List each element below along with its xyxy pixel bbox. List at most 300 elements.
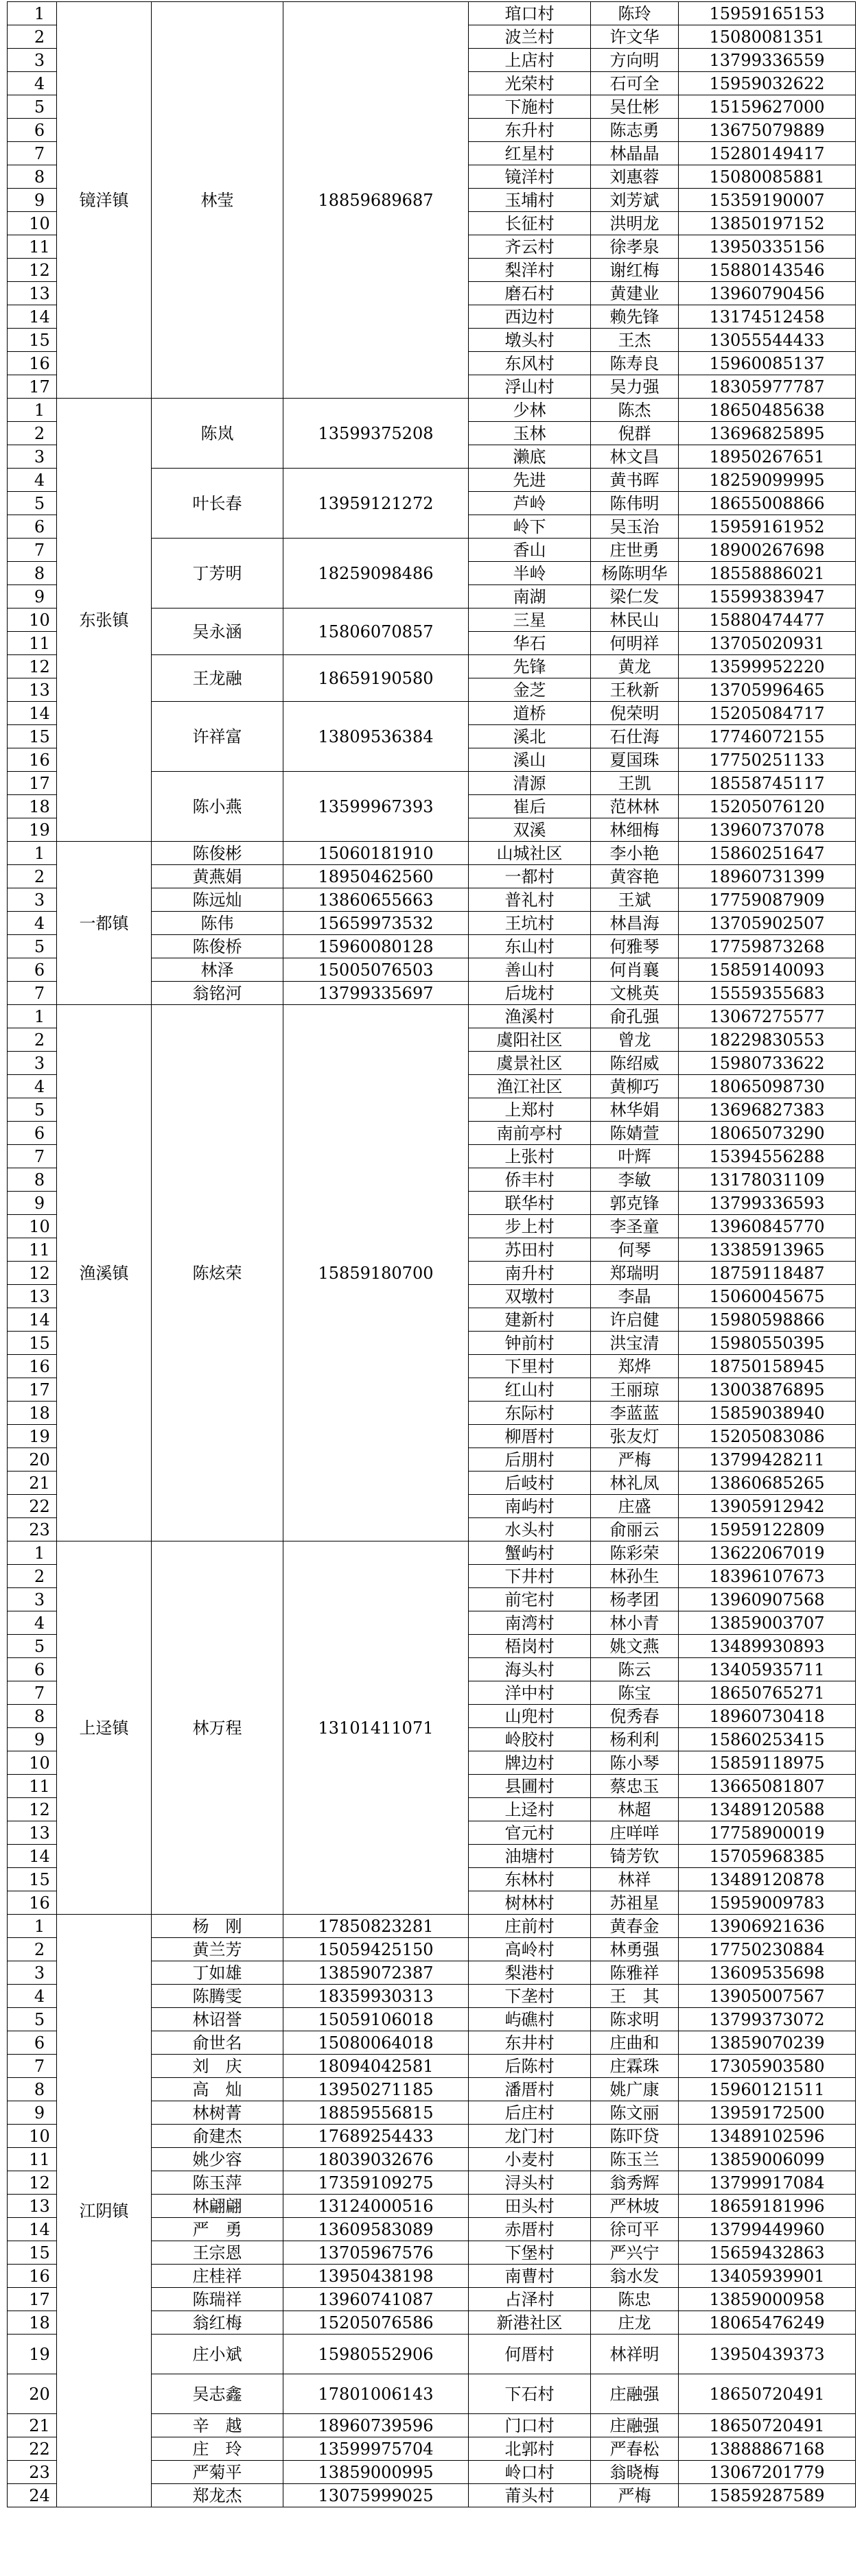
row-number: 2 xyxy=(8,25,57,49)
contact-name: 何肖襄 xyxy=(591,958,679,982)
row-number: 14 xyxy=(8,702,57,725)
contact-phone: 15959009783 xyxy=(679,1891,856,1915)
contact-name: 翁晓梅 xyxy=(591,2461,679,2484)
contact-name: 林超 xyxy=(591,1798,679,1821)
contact-phone: 15959161952 xyxy=(679,515,856,539)
row-number: 9 xyxy=(8,1728,57,1751)
village-name: 渔江社区 xyxy=(469,1075,591,1098)
contact-phone: 15860253415 xyxy=(679,1728,856,1751)
row-number: 10 xyxy=(8,2125,57,2148)
contact-name: 庄世勇 xyxy=(591,539,679,562)
leader-phone: 15059425150 xyxy=(283,1938,469,1961)
row-number: 12 xyxy=(8,259,57,282)
village-name: 高岭村 xyxy=(469,1938,591,1961)
leader-name: 陈伟 xyxy=(152,912,283,935)
village-name: 莆头村 xyxy=(469,2484,591,2507)
contact-name: 陈玉兰 xyxy=(591,2148,679,2171)
village-name: 波兰村 xyxy=(469,25,591,49)
row-number: 4 xyxy=(8,1075,57,1098)
row-number: 15 xyxy=(8,1332,57,1355)
contact-phone: 13003876895 xyxy=(679,1378,856,1402)
row-number: 18 xyxy=(8,2311,57,2335)
leader-phone: 15960080128 xyxy=(283,935,469,958)
contact-phone: 15980733622 xyxy=(679,1052,856,1075)
village-name: 普礼村 xyxy=(469,888,591,912)
village-name: 联华村 xyxy=(469,1192,591,1215)
contact-name: 洪明龙 xyxy=(591,212,679,235)
row-number: 16 xyxy=(8,1891,57,1915)
contact-name: 庄龙 xyxy=(591,2311,679,2335)
contact-name: 倪荣明 xyxy=(591,702,679,725)
contact-phone: 13859003707 xyxy=(679,1611,856,1635)
contact-name: 锜芳钦 xyxy=(591,1845,679,1868)
leader-phone: 13124000516 xyxy=(283,2195,469,2218)
row-number: 20 xyxy=(8,1448,57,1472)
village-name: 县圃村 xyxy=(469,1775,591,1798)
village-name: 上店村 xyxy=(469,49,591,72)
contact-name: 林文昌 xyxy=(591,445,679,469)
village-name: 梨洋村 xyxy=(469,259,591,282)
leader-name: 姚少容 xyxy=(152,2148,283,2171)
leader-phone: 13960741087 xyxy=(283,2288,469,2311)
row-number: 17 xyxy=(8,2288,57,2311)
village-name: 蟹屿村 xyxy=(469,1541,591,1565)
contact-phone: 13960845770 xyxy=(679,1215,856,1238)
contact-name: 陈杰 xyxy=(591,399,679,422)
row-number: 23 xyxy=(8,2461,57,2484)
village-name: 先进 xyxy=(469,469,591,492)
village-name: 华石 xyxy=(469,632,591,655)
contact-phone: 13405939901 xyxy=(679,2265,856,2288)
contact-phone: 13799428211 xyxy=(679,1448,856,1472)
contact-name: 杨孝团 xyxy=(591,1588,679,1611)
contact-phone: 13599952220 xyxy=(679,655,856,678)
row-number: 5 xyxy=(8,2008,57,2031)
village-name: 潘厝村 xyxy=(469,2078,591,2101)
contact-phone: 13489102596 xyxy=(679,2125,856,2148)
village-name: 上郑村 xyxy=(469,1098,591,1122)
contact-name: 吴力强 xyxy=(591,375,679,399)
village-name: 苏田村 xyxy=(469,1238,591,1262)
contact-phone: 13960737078 xyxy=(679,818,856,842)
village-name: 庄前村 xyxy=(469,1915,591,1938)
contact-phone: 15980598866 xyxy=(679,1308,856,1332)
contact-phone: 18659181996 xyxy=(679,2195,856,2218)
contact-phone: 13905912942 xyxy=(679,1495,856,1518)
row-number: 2 xyxy=(8,1938,57,1961)
leader-name: 王龙融 xyxy=(152,655,283,702)
village-name: 龙门村 xyxy=(469,2125,591,2148)
village-name: 北郭村 xyxy=(469,2437,591,2461)
town-name: 江阴镇 xyxy=(57,1915,152,2507)
contact-name: 方向明 xyxy=(591,49,679,72)
row-number: 6 xyxy=(8,515,57,539)
contact-phone: 17758900019 xyxy=(679,1821,856,1845)
contact-phone: 13705996465 xyxy=(679,678,856,702)
village-name: 上迳村 xyxy=(469,1798,591,1821)
contact-phone: 13906921636 xyxy=(679,1915,856,1938)
leader-name: 许祥富 xyxy=(152,702,283,772)
village-name: 镜洋村 xyxy=(469,165,591,189)
leader-phone: 15005076503 xyxy=(283,958,469,982)
contact-name: 陈文丽 xyxy=(591,2101,679,2125)
contact-phone: 13799917084 xyxy=(679,2171,856,2195)
village-name: 东山村 xyxy=(469,935,591,958)
row-number: 24 xyxy=(8,2484,57,2507)
leader-name: 陈远灿 xyxy=(152,888,283,912)
row-number: 7 xyxy=(8,1681,57,1705)
contact-phone: 17759873268 xyxy=(679,935,856,958)
contact-name: 严梅 xyxy=(591,1448,679,1472)
village-name: 后陈村 xyxy=(469,2055,591,2078)
row-number: 5 xyxy=(8,1098,57,1122)
village-name: 墩头村 xyxy=(469,329,591,352)
contact-name: 陈云 xyxy=(591,1658,679,1681)
leader-phone: 13950271185 xyxy=(283,2078,469,2101)
row-number: 8 xyxy=(8,562,57,585)
contact-phone: 15960085137 xyxy=(679,352,856,375)
contact-name: 严春松 xyxy=(591,2437,679,2461)
contact-phone: 13405935711 xyxy=(679,1658,856,1681)
village-name: 上张村 xyxy=(469,1145,591,1168)
contact-phone: 13675079889 xyxy=(679,119,856,142)
contact-phone: 13850197152 xyxy=(679,212,856,235)
leader-phone: 13075999025 xyxy=(283,2484,469,2507)
village-name: 海头村 xyxy=(469,1658,591,1681)
village-name: 下里村 xyxy=(469,1355,591,1378)
leader-name: 庄小斌 xyxy=(152,2335,283,2374)
row-number: 2 xyxy=(8,422,57,445)
leader-name: 陈瑞祥 xyxy=(152,2288,283,2311)
contact-phone: 15880143546 xyxy=(679,259,856,282)
contact-name: 王斌 xyxy=(591,888,679,912)
village-name: 岭胶村 xyxy=(469,1728,591,1751)
contact-phone: 18655008866 xyxy=(679,492,856,515)
row-number: 7 xyxy=(8,539,57,562)
row-number: 6 xyxy=(8,1122,57,1145)
leader-phone: 13799335697 xyxy=(283,982,469,1005)
contact-name: 徐孝泉 xyxy=(591,235,679,259)
contact-phone: 13950335156 xyxy=(679,235,856,259)
row-number: 1 xyxy=(8,1915,57,1938)
contact-phone: 13950439373 xyxy=(679,2335,856,2374)
row-number: 18 xyxy=(8,1402,57,1425)
village-name: 山兜村 xyxy=(469,1705,591,1728)
village-name: 王坑村 xyxy=(469,912,591,935)
contact-phone: 18065073290 xyxy=(679,1122,856,1145)
row-number: 14 xyxy=(8,305,57,329)
contact-phone: 18396107673 xyxy=(679,1565,856,1588)
row-number: 13 xyxy=(8,1285,57,1308)
contact-phone: 13860685265 xyxy=(679,1472,856,1495)
row-number: 3 xyxy=(8,1961,57,1985)
contact-name: 叶辉 xyxy=(591,1145,679,1168)
leader-name: 丁如雄 xyxy=(152,1961,283,1985)
contact-name: 杨陈明华 xyxy=(591,562,679,585)
leader-name: 严 勇 xyxy=(152,2218,283,2241)
contact-name: 倪秀春 xyxy=(591,1705,679,1728)
row-number: 6 xyxy=(8,1658,57,1681)
village-name: 西边村 xyxy=(469,305,591,329)
contact-name: 庄融强 xyxy=(591,2374,679,2414)
contact-phone: 15394556288 xyxy=(679,1145,856,1168)
row-number: 2 xyxy=(8,1565,57,1588)
village-name: 双墩村 xyxy=(469,1285,591,1308)
leader-phone: 18259098486 xyxy=(283,539,469,608)
row-number: 23 xyxy=(8,1518,57,1541)
contact-name: 郭克锋 xyxy=(591,1192,679,1215)
village-name: 东井村 xyxy=(469,2031,591,2055)
row-number: 13 xyxy=(8,282,57,305)
village-name: 渔溪村 xyxy=(469,1005,591,1028)
leader-name: 陈玉萍 xyxy=(152,2171,283,2195)
contact-phone: 15980550395 xyxy=(679,1332,856,1355)
contact-phone: 13799336593 xyxy=(679,1192,856,1215)
leader-phone: 17850823281 xyxy=(283,1915,469,1938)
row-number: 1 xyxy=(8,1541,57,1565)
row-number: 15 xyxy=(8,2241,57,2265)
contact-phone: 18960730418 xyxy=(679,1705,856,1728)
row-number: 8 xyxy=(8,1705,57,1728)
contact-phone: 15080081351 xyxy=(679,25,856,49)
row-number: 14 xyxy=(8,2218,57,2241)
contact-name: 王 其 xyxy=(591,1985,679,2008)
contact-name: 林礼凤 xyxy=(591,1472,679,1495)
row-number: 2 xyxy=(8,865,57,888)
contact-name: 苏祖星 xyxy=(591,1891,679,1915)
village-name: 山城社区 xyxy=(469,842,591,865)
row-number: 21 xyxy=(8,2414,57,2437)
contact-phone: 15859287589 xyxy=(679,2484,856,2507)
contact-phone: 18558886021 xyxy=(679,562,856,585)
contact-phone: 18759118487 xyxy=(679,1262,856,1285)
leader-name: 翁铭河 xyxy=(152,982,283,1005)
contact-phone: 13067201779 xyxy=(679,2461,856,2484)
village-name: 南屿村 xyxy=(469,1495,591,1518)
leader-phone: 18039032676 xyxy=(283,2148,469,2171)
contact-phone: 13799336559 xyxy=(679,49,856,72)
contact-name: 林昌海 xyxy=(591,912,679,935)
village-name: 梨港村 xyxy=(469,1961,591,1985)
leader-name: 翁红梅 xyxy=(152,2311,283,2335)
contact-name: 林小青 xyxy=(591,1611,679,1635)
leader-phone: 18859556815 xyxy=(283,2101,469,2125)
town-name: 东张镇 xyxy=(57,399,152,842)
row-number: 19 xyxy=(8,2335,57,2374)
row-number: 1 xyxy=(8,399,57,422)
contact-name: 何琴 xyxy=(591,1238,679,1262)
contact-name: 李蓝蓝 xyxy=(591,1402,679,1425)
contact-name: 林民山 xyxy=(591,608,679,632)
leader-phone: 18659190580 xyxy=(283,655,469,702)
row-number: 9 xyxy=(8,1192,57,1215)
contact-name: 姚广康 xyxy=(591,2078,679,2101)
contact-name: 翁水发 xyxy=(591,2265,679,2288)
row-number: 3 xyxy=(8,888,57,912)
leader-name: 庄桂祥 xyxy=(152,2265,283,2288)
leader-phone: 13959121272 xyxy=(283,469,469,539)
village-name: 树林村 xyxy=(469,1891,591,1915)
row-number: 11 xyxy=(8,235,57,259)
contact-name: 严梅 xyxy=(591,2484,679,2507)
contact-name: 洪宝清 xyxy=(591,1332,679,1355)
leader-phone: 17801006143 xyxy=(283,2374,469,2414)
contact-name: 夏国珠 xyxy=(591,748,679,772)
village-name: 南湾村 xyxy=(469,1611,591,1635)
village-name: 官元村 xyxy=(469,1821,591,1845)
leader-name: 陈俊彬 xyxy=(152,842,283,865)
contact-name: 林孙生 xyxy=(591,1565,679,1588)
row-number: 9 xyxy=(8,189,57,212)
contact-name: 王丽琼 xyxy=(591,1378,679,1402)
village-name: 浔头村 xyxy=(469,2171,591,2195)
row-number: 12 xyxy=(8,1262,57,1285)
row-number: 17 xyxy=(8,375,57,399)
contact-name: 黄春金 xyxy=(591,1915,679,1938)
table-row xyxy=(8,842,856,865)
contact-phone: 18259099995 xyxy=(679,469,856,492)
leader-phone: 18960739596 xyxy=(283,2414,469,2437)
village-name: 长征村 xyxy=(469,212,591,235)
row-number: 15 xyxy=(8,329,57,352)
contact-phone: 15559355683 xyxy=(679,982,856,1005)
leader-phone: 13101411071 xyxy=(283,1541,469,1915)
contact-name: 陈寿良 xyxy=(591,352,679,375)
leader-name: 郑龙杰 xyxy=(152,2484,283,2507)
village-name: 道桥 xyxy=(469,702,591,725)
contact-name: 姚文燕 xyxy=(591,1635,679,1658)
village-name: 芦岭 xyxy=(469,492,591,515)
village-name: 新港社区 xyxy=(469,2311,591,2335)
contact-phone: 15860251647 xyxy=(679,842,856,865)
contact-name: 陈彩荣 xyxy=(591,1541,679,1565)
village-name: 齐云村 xyxy=(469,235,591,259)
leader-name: 黄兰芳 xyxy=(152,1938,283,1961)
table-row xyxy=(8,399,856,422)
contact-name: 许启健 xyxy=(591,1308,679,1332)
leader-phone: 13950438198 xyxy=(283,2265,469,2288)
village-name: 小麦村 xyxy=(469,2148,591,2171)
village-name: 后岐村 xyxy=(469,1472,591,1495)
row-number: 5 xyxy=(8,492,57,515)
leader-name: 陈腾雯 xyxy=(152,1985,283,2008)
row-number: 22 xyxy=(8,2437,57,2461)
leader-name: 陈岚 xyxy=(152,399,283,469)
leader-name: 俞世名 xyxy=(152,2031,283,2055)
contact-name: 陈小琴 xyxy=(591,1751,679,1775)
row-number: 7 xyxy=(8,1145,57,1168)
village-name: 后庄村 xyxy=(469,2101,591,2125)
contact-table xyxy=(7,1,856,2507)
leader-phone: 18950462560 xyxy=(283,865,469,888)
contact-name: 刘芳斌 xyxy=(591,189,679,212)
leader-phone: 17359109275 xyxy=(283,2171,469,2195)
contact-name: 吴仕彬 xyxy=(591,95,679,119)
row-number: 16 xyxy=(8,352,57,375)
village-name: 屿礁村 xyxy=(469,2008,591,2031)
leader-name: 俞建杰 xyxy=(152,2125,283,2148)
contact-name: 倪群 xyxy=(591,422,679,445)
village-name: 牌边村 xyxy=(469,1751,591,1775)
row-number: 2 xyxy=(8,1028,57,1052)
contact-name: 翁秀辉 xyxy=(591,2171,679,2195)
row-number: 16 xyxy=(8,1355,57,1378)
village-name: 少林 xyxy=(469,399,591,422)
contact-name: 庄盛 xyxy=(591,1495,679,1518)
leader-name: 林万程 xyxy=(152,1541,283,1915)
contact-name: 吴玉治 xyxy=(591,515,679,539)
contact-phone: 13960790456 xyxy=(679,282,856,305)
contact-phone: 13960907568 xyxy=(679,1588,856,1611)
contact-phone: 15705968385 xyxy=(679,1845,856,1868)
contact-phone: 13622067019 xyxy=(679,1541,856,1565)
contact-name: 林祥明 xyxy=(591,2335,679,2374)
contact-name: 李圣童 xyxy=(591,1215,679,1238)
contact-phone: 18650765271 xyxy=(679,1681,856,1705)
row-number: 6 xyxy=(8,2031,57,2055)
village-name: 岭口村 xyxy=(469,2461,591,2484)
contact-name: 李敏 xyxy=(591,1168,679,1192)
contact-name: 庄曲和 xyxy=(591,2031,679,2055)
row-number: 19 xyxy=(8,818,57,842)
leader-phone: 15080064018 xyxy=(283,2031,469,2055)
contact-name: 黄容艳 xyxy=(591,865,679,888)
row-number: 5 xyxy=(8,935,57,958)
contact-name: 李晶 xyxy=(591,1285,679,1308)
contact-phone: 13959172500 xyxy=(679,2101,856,2125)
row-number: 13 xyxy=(8,1821,57,1845)
contact-phone: 13696825895 xyxy=(679,422,856,445)
contact-name: 曾龙 xyxy=(591,1028,679,1052)
contact-phone: 15159627000 xyxy=(679,95,856,119)
row-number: 5 xyxy=(8,1635,57,1658)
village-name: 虞景社区 xyxy=(469,1052,591,1075)
leader-name: 黄燕娟 xyxy=(152,865,283,888)
row-number: 4 xyxy=(8,72,57,95)
contact-phone: 15959122809 xyxy=(679,1518,856,1541)
leader-phone: 18359930313 xyxy=(283,1985,469,2008)
contact-name: 陈玲 xyxy=(591,2,679,25)
contact-name: 庄咩咩 xyxy=(591,1821,679,1845)
table-row xyxy=(8,2,856,25)
contact-phone: 13489930893 xyxy=(679,1635,856,1658)
row-number: 7 xyxy=(8,142,57,165)
contact-name: 刘惠蓉 xyxy=(591,165,679,189)
village-name: 东际村 xyxy=(469,1402,591,1425)
row-number: 12 xyxy=(8,655,57,678)
leader-phone: 15060181910 xyxy=(283,842,469,865)
contact-name: 赖先锋 xyxy=(591,305,679,329)
row-number: 12 xyxy=(8,2171,57,2195)
row-number: 1 xyxy=(8,2,57,25)
contact-phone: 15880474477 xyxy=(679,608,856,632)
leader-phone: 15659973532 xyxy=(283,912,469,935)
village-name: 东风村 xyxy=(469,352,591,375)
contact-name: 陈忠 xyxy=(591,2288,679,2311)
contact-phone: 17750251133 xyxy=(679,748,856,772)
contact-name: 俞孔强 xyxy=(591,1005,679,1028)
village-name: 下堡村 xyxy=(469,2241,591,2265)
contact-phone: 15205076120 xyxy=(679,795,856,818)
row-number: 5 xyxy=(8,95,57,119)
contact-name: 许文华 xyxy=(591,25,679,49)
village-name: 赤厝村 xyxy=(469,2218,591,2241)
contact-name: 陈绍威 xyxy=(591,1052,679,1075)
row-number: 3 xyxy=(8,1052,57,1075)
row-number: 6 xyxy=(8,958,57,982)
leader-phone: 13599967393 xyxy=(283,772,469,842)
village-name: 何厝村 xyxy=(469,2335,591,2374)
